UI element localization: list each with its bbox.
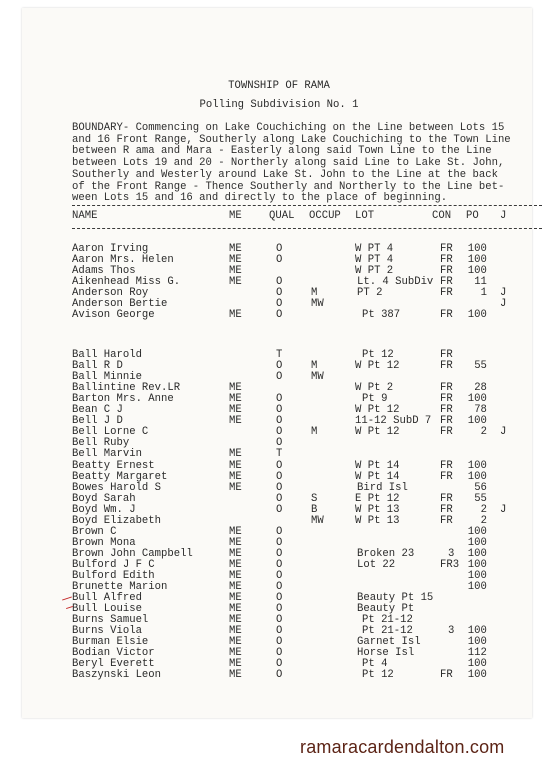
column-header-name: NAME: [72, 210, 98, 222]
cell-con: FR: [440, 254, 453, 266]
cell-occup: M: [311, 360, 318, 373]
cell-occup: M: [311, 287, 318, 299]
cell-lot: Pt 387: [362, 309, 401, 321]
cell-qual: O: [276, 603, 283, 616]
cell-me: ME: [229, 658, 242, 671]
cell-qual: O: [276, 481, 283, 494]
cell-name: Bodian Victor: [72, 647, 155, 660]
cell-occup: M: [311, 426, 318, 439]
cell-qual: O: [276, 459, 283, 472]
cell-name: Boyd Elizabeth: [72, 514, 162, 527]
cell-lot: E Pt 12: [355, 492, 400, 505]
cell-lot: W Pt 13: [355, 503, 400, 516]
column-header-j: J: [500, 210, 507, 222]
cell-lot: W Pt 14: [355, 459, 400, 472]
cell-me: ME: [229, 415, 242, 428]
cell-name: Ball Harold: [72, 349, 142, 361]
cell-po: 100: [467, 525, 487, 538]
cell-qual: O: [276, 647, 283, 660]
cell-me: ME: [229, 254, 242, 266]
cell-po: 100: [467, 265, 487, 277]
cell-po: 1: [480, 287, 487, 299]
cell-me: ME: [229, 614, 242, 627]
header-bottom-rule: [72, 228, 542, 229]
cell-lot: Pt 21-12: [362, 625, 413, 638]
cell-name: Baszynski Leon: [72, 669, 162, 682]
cell-qual: O: [276, 558, 283, 571]
cell-qual: O: [276, 371, 283, 384]
cell-me: ME: [229, 558, 242, 571]
cell-lot: Pt 12: [362, 349, 394, 361]
cell-po: 28: [474, 382, 487, 395]
cell-po: 100: [467, 558, 487, 571]
cell-con: FR: [440, 492, 453, 505]
cell-qual: O: [276, 536, 283, 549]
cell-name: Adams Thos: [72, 265, 136, 277]
cell-lot: W PT 4: [355, 243, 394, 255]
cell-name: Brown Mona: [72, 536, 136, 549]
cell-lot: Lt. 4 SubDiv: [357, 276, 434, 288]
cell-name: Brunette Marion: [72, 581, 168, 594]
cell-name: Burns Samuel: [72, 614, 149, 627]
cell-name: Burns Viola: [72, 625, 142, 638]
cell-po: 100: [467, 459, 487, 472]
cell-lot: Beauty Pt: [357, 603, 415, 616]
cell-qual: O: [276, 287, 283, 299]
cell-lot: Beauty Pt 15: [357, 592, 434, 605]
cell-con: FR: [440, 309, 453, 321]
cell-qual: O: [276, 426, 283, 439]
cell-lot: W Pt 13: [355, 514, 400, 527]
cell-name: Brown C: [72, 525, 117, 538]
cell-j: J: [500, 287, 507, 299]
cell-name: Aaron Mrs. Helen: [72, 254, 174, 266]
cell-lot: Broken 23: [357, 547, 415, 560]
cell-lot: W Pt 12: [355, 404, 400, 417]
cell-qual: O: [276, 581, 283, 594]
cell-lot: Garnet Isl: [357, 636, 421, 649]
cell-lot: Pt 21-12: [362, 614, 413, 627]
cell-name: Beatty Ernest: [72, 459, 155, 472]
cell-po: 100: [467, 243, 487, 255]
cell-lot: PT 2: [357, 287, 383, 299]
cell-con: FR: [440, 669, 453, 682]
cell-con: FR: [440, 514, 453, 527]
cell-name: Boyd Sarah: [72, 492, 136, 505]
cell-me: ME: [229, 481, 242, 494]
cell-qual: T: [276, 349, 283, 361]
cell-po: 112: [467, 647, 487, 660]
cell-po: 100: [467, 581, 487, 594]
cell-po: 100: [467, 570, 487, 582]
cell-qual: O: [276, 492, 283, 505]
cell-qual: O: [276, 360, 283, 373]
cell-qual: O: [276, 254, 283, 266]
cell-po: 78: [474, 404, 487, 417]
cell-qual: O: [276, 525, 283, 538]
cell-me: ME: [229, 536, 242, 549]
cell-lot: W PT 2: [355, 265, 394, 277]
cell-qual: O: [276, 547, 283, 560]
cell-qual: O: [276, 669, 283, 682]
cell-name: Bull Louise: [72, 603, 142, 616]
cell-name: Bull Alfred: [72, 592, 142, 605]
cell-qual: O: [276, 298, 283, 310]
cell-con: FR: [440, 393, 453, 406]
cell-po: 100: [467, 415, 487, 428]
boundary-line: between R ama and Mara - Easterly along said Town Line to the Line: [72, 145, 492, 158]
cell-me: ME: [229, 393, 242, 406]
cell-occup: MW: [311, 514, 324, 527]
cell-lot: Lot 22: [357, 558, 396, 571]
cell-qual: O: [276, 404, 283, 417]
cell-name: Ball Minnie: [72, 371, 142, 384]
cell-po: 100: [467, 309, 487, 321]
cell-name: Beatty Margaret: [72, 470, 168, 483]
cell-me: ME: [229, 470, 242, 483]
cell-lot: Pt 9: [362, 393, 388, 406]
boundary-line: of the Front Range - Thence Southerly and Northerly to the Line bet-: [72, 180, 505, 193]
cell-j: J: [500, 298, 507, 310]
cell-qual: O: [276, 470, 283, 483]
cell-name: Bell Marvin: [72, 448, 142, 461]
cell-me: ME: [229, 603, 242, 616]
cell-qual: O: [276, 393, 283, 406]
cell-lot: W Pt 2: [355, 382, 394, 395]
cell-po: 56: [474, 481, 487, 494]
boundary-line: BOUNDARY- Commencing on Lake Couchiching on the Line between Lots 15: [72, 122, 505, 134]
cell-qual: O: [276, 614, 283, 627]
cell-po: 100: [467, 636, 487, 649]
column-header-qual: QUAL: [269, 210, 295, 222]
cell-me: ME: [229, 309, 242, 321]
cell-qual: O: [276, 636, 283, 649]
cell-con: 3: [448, 547, 455, 560]
cell-con: FR: [440, 243, 453, 255]
cell-lot: W Pt 12: [355, 426, 400, 439]
cell-lot: Horse Isl: [357, 647, 415, 660]
cell-con: FR: [440, 382, 453, 395]
cell-po: 100: [467, 470, 487, 483]
cell-con: FR3: [440, 558, 460, 571]
cell-name: Bell Ruby: [72, 437, 130, 450]
cell-me: ME: [229, 647, 242, 660]
cell-me: ME: [229, 636, 242, 649]
cell-po: 2: [480, 426, 487, 439]
cell-qual: O: [276, 276, 283, 288]
cell-me: ME: [229, 448, 242, 461]
cell-lot: W PT 4: [355, 254, 394, 266]
cell-name: Bulford J F C: [72, 558, 155, 571]
cell-j: J: [500, 426, 507, 439]
township-title: TOWNSHIP OF RAMA: [228, 80, 330, 92]
cell-con: FR: [440, 426, 453, 439]
cell-me: ME: [229, 243, 242, 255]
cell-qual: O: [276, 503, 283, 516]
cell-po: 100: [467, 254, 487, 266]
cell-qual: O: [276, 658, 283, 671]
cell-j: J: [500, 503, 507, 516]
cell-po: 100: [467, 547, 487, 560]
cell-name: Boyd Wm. J: [72, 503, 136, 516]
boundary-line: ween Lots 15 and 16 and directly to the place of beginning.: [72, 192, 448, 205]
cell-con: FR: [440, 503, 453, 516]
column-header-occup: OCCUP: [309, 210, 341, 222]
cell-name: Burman Elsie: [72, 636, 149, 649]
cell-name: Beryl Everett: [72, 658, 155, 671]
subdivision-title: Polling Subdivision No. 1: [199, 99, 359, 111]
cell-po: 2: [480, 514, 487, 527]
cell-name: Ball R D: [72, 360, 123, 373]
cell-me: ME: [229, 404, 242, 417]
cell-qual: O: [276, 437, 283, 450]
cell-po: 100: [467, 536, 487, 549]
cell-lot: Pt 12: [362, 669, 394, 682]
cell-name: Brown John Campbell: [72, 547, 193, 560]
cell-me: ME: [229, 276, 242, 288]
cell-lot: 11-12 SubD 7: [355, 415, 432, 428]
cell-name: Ballintine Rev.LR: [72, 382, 181, 395]
cell-con: FR: [440, 349, 453, 361]
cell-name: Aaron Irving: [72, 243, 149, 255]
cell-lot: W Pt 12: [355, 360, 400, 373]
cell-name: Bell J D: [72, 415, 123, 428]
cell-po: 11: [474, 276, 487, 288]
cell-occup: S: [311, 492, 318, 505]
cell-me: ME: [229, 581, 242, 594]
cell-con: FR: [440, 459, 453, 472]
cell-qual: O: [276, 309, 283, 321]
cell-me: ME: [229, 459, 242, 472]
cell-qual: O: [276, 243, 283, 255]
cell-po: 55: [474, 360, 487, 373]
cell-name: Anderson Bertie: [72, 298, 168, 310]
cell-qual: O: [276, 570, 283, 582]
cell-me: ME: [229, 669, 242, 682]
boundary-line: Southerly and Westerly around Lake St. John to the Line at the back: [72, 168, 498, 181]
cell-con: 3: [448, 625, 455, 638]
column-header-me: ME: [229, 210, 242, 222]
column-header-po: PO: [466, 210, 479, 222]
cell-name: Anderson Roy: [72, 287, 149, 299]
boundary-line: between Lots 19 and 20 - Northerly along said Line to Lake St. John,: [72, 157, 505, 170]
cell-con: FR: [440, 360, 453, 373]
cell-po: 100: [467, 669, 487, 682]
cell-con: FR: [440, 265, 453, 277]
cell-name: Avison George: [72, 309, 155, 321]
cell-con: FR: [440, 276, 453, 288]
cell-occup: B: [311, 503, 318, 516]
cell-name: Aikenhead Miss G.: [72, 276, 181, 288]
cell-occup: MW: [311, 298, 324, 310]
cell-me: ME: [229, 382, 242, 395]
cell-lot: W Pt 14: [355, 470, 400, 483]
cell-con: FR: [440, 415, 453, 428]
cell-qual: T: [276, 448, 283, 461]
cell-po: 100: [467, 393, 487, 406]
cell-me: ME: [229, 547, 242, 560]
cell-con: FR: [440, 404, 453, 417]
cell-con: FR: [440, 470, 453, 483]
cell-name: Bell Lorne C: [72, 426, 149, 439]
column-header-lot: LOT: [355, 210, 375, 222]
cell-name: Bean C J: [72, 404, 123, 417]
boundary-line: and 16 Front Range, Southerly along Lake Couchiching to the Town Line: [72, 133, 511, 146]
cell-name: Bulford Edith: [72, 570, 155, 582]
site-watermark: ramaracardendalton.com: [300, 737, 505, 757]
cell-po: 55: [474, 492, 487, 505]
cell-me: ME: [229, 265, 242, 277]
cell-po: 2: [480, 503, 487, 516]
cell-qual: O: [276, 625, 283, 638]
cell-qual: O: [276, 415, 283, 428]
header-top-rule: [72, 205, 542, 206]
cell-me: ME: [229, 525, 242, 538]
cell-me: ME: [229, 592, 242, 605]
column-header-con: CON: [432, 210, 452, 222]
cell-qual: O: [276, 592, 283, 605]
cell-po: 100: [467, 658, 487, 671]
cell-me: ME: [229, 625, 242, 638]
cell-po: 100: [467, 625, 487, 638]
cell-name: Barton Mrs. Anne: [72, 393, 174, 406]
cell-me: ME: [229, 570, 242, 582]
cell-occup: MW: [311, 371, 324, 384]
cell-con: FR: [440, 287, 453, 299]
cell-lot: Bird Isl: [357, 481, 408, 494]
cell-lot: Pt 4: [362, 658, 388, 671]
cell-name: Bowes Harold S: [72, 481, 162, 494]
